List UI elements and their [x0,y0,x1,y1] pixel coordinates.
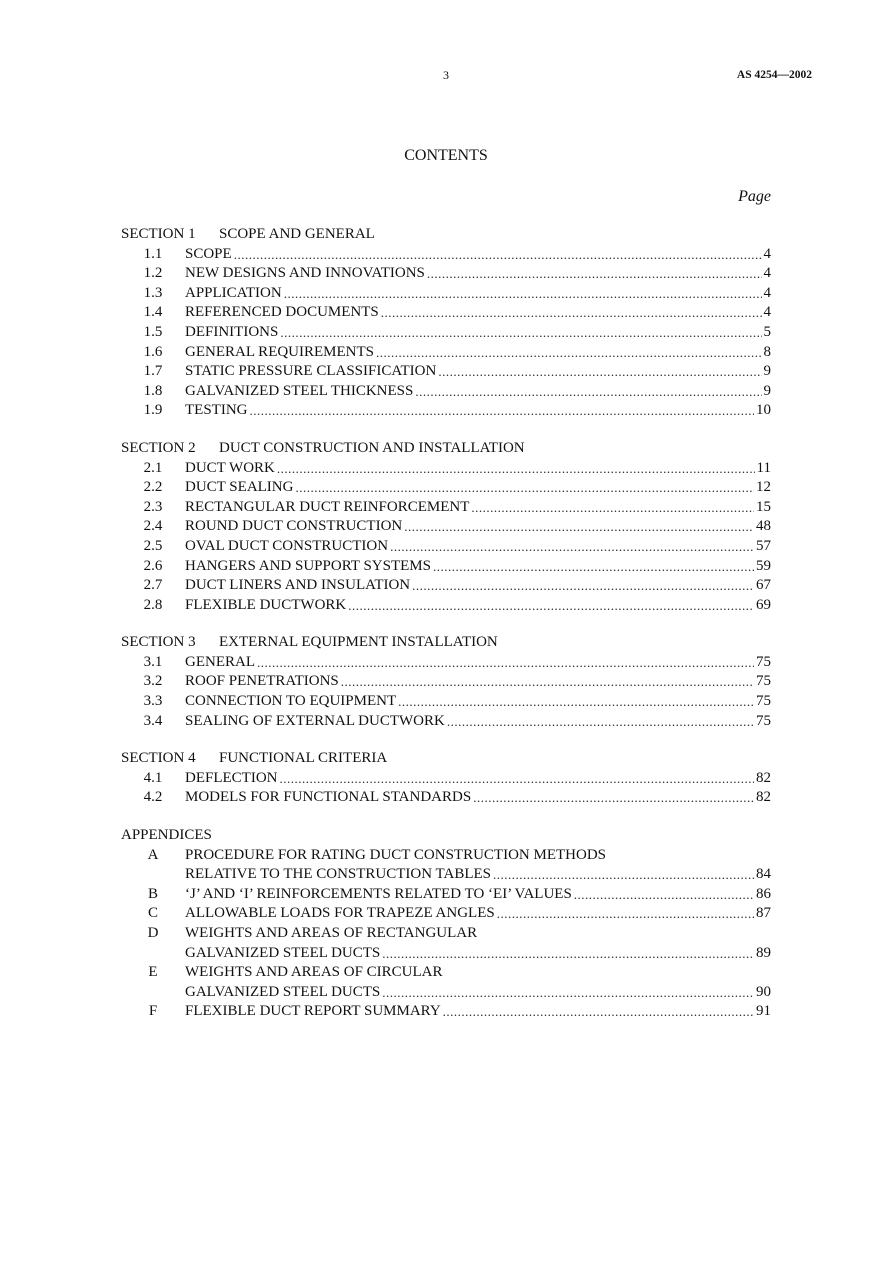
entry-number: 1.1 [143,245,163,262]
entry-title: DEFLECTION [185,769,278,786]
toc-entry[interactable] [121,459,771,479]
dot-leader [471,498,754,518]
dot-leader [382,983,754,1003]
entry-page: 4 [763,304,771,321]
toc-section-3 [121,633,771,731]
entry-title: NEW DESIGNS AND INNOVATIONS [185,265,425,282]
dot-leader [447,712,754,732]
appendix-entry-d-line2[interactable] [121,944,771,964]
dot-leader [443,1002,754,1022]
entry-title: ROOF PENETRATIONS [185,673,339,690]
entry-page: 75 [756,693,771,710]
entry-page: 57 [756,537,771,554]
entry-number: D [147,925,159,941]
entry-number: 1.9 [143,402,163,419]
entry-number: 1.6 [143,343,163,360]
section-heading [121,225,771,245]
entry-number: F [148,1003,158,1020]
entry-number: 1.3 [143,284,163,301]
toc-entry[interactable] [121,303,771,323]
section-heading [121,439,771,459]
entry-title: TESTING [185,402,248,419]
entry-page: 9 [763,363,771,380]
toc-entry[interactable] [121,284,771,304]
standard-number: AS 4254—2002 [736,69,812,81]
entry-number: 1.5 [143,323,163,340]
section-heading-number: SECTION 2 [121,439,196,456]
toc-entry[interactable] [121,596,771,616]
toc-entry[interactable] [121,576,771,596]
entry-number: 1.8 [143,382,163,399]
appendix-entry-c[interactable] [121,904,771,924]
entry-page: 4 [763,284,771,301]
entry-title: REFERENCED DOCUMENTS [185,304,379,321]
toc-entry[interactable] [121,382,771,402]
appendices-heading: APPENDICES [121,827,212,844]
toc-entry[interactable] [121,672,771,692]
entry-page: 69 [756,596,771,613]
toc-entry[interactable] [121,362,771,382]
section-heading-title: SCOPE AND GENERAL [219,226,375,242]
toc-entry[interactable] [121,788,771,808]
dot-leader [493,865,754,885]
toc-entry[interactable] [121,653,771,673]
dot-leader [398,692,754,712]
entry-number: 2.2 [143,479,163,496]
entry-number: 1.4 [143,304,163,321]
appendix-entry-f[interactable] [121,1002,771,1022]
entry-title: OVAL DUCT CONSTRUCTION [185,537,389,554]
dot-leader [381,303,762,323]
entry-title: DUCT LINERS AND INSULATION [185,577,411,594]
entry-title: DEFINITIONS [185,323,279,340]
dot-leader [382,944,754,964]
entry-page: 48 [756,518,771,535]
entry-page: 9 [763,382,771,399]
entry-title: MODELS FOR FUNCTIONAL STANDARDS [185,789,472,806]
appendix-entry-a-line2[interactable] [121,865,771,885]
entry-title: STATIC PRESSURE CLASSIFICATION [185,363,437,380]
toc-entry[interactable] [121,517,771,537]
appendix-entry-e-line1[interactable] [121,963,771,983]
entry-title: GENERAL REQUIREMENTS [185,343,375,360]
section-heading-number: SECTION 1 [121,226,196,242]
section-heading-number: SECTION 3 [121,634,196,651]
entry-number: 4.2 [143,789,163,806]
toc-entry[interactable] [121,557,771,577]
toc-section-4 [121,749,771,808]
entry-title: PROCEDURE FOR RATING DUCT CONSTRUCTION METHODS [185,846,607,863]
dot-leader [412,576,754,596]
entry-title: FLEXIBLE DUCT REPORT SUMMARY [185,1003,441,1020]
entry-number: 2.6 [143,557,163,574]
entry-page: 5 [763,323,771,340]
contents-title: CONTENTS [404,147,488,164]
entry-page: 89 [756,944,771,961]
toc-entry[interactable] [121,712,771,732]
entry-title: ‘J’ AND ‘I’ REINFORCEMENTS RELATED TO ‘EI’ VALUES [185,885,572,902]
entry-page: 75 [756,712,771,729]
dot-leader [280,323,761,343]
entry-title: SCOPE [185,245,232,262]
entry-title: CONNECTION TO EQUIPMENT [185,693,397,710]
entry-number: A [147,846,159,863]
entry-number: 3.1 [143,653,163,670]
entry-title: HANGERS AND SUPPORT SYSTEMS [185,557,431,574]
entry-number: 2.4 [143,518,163,535]
entry-page: 75 [756,673,771,690]
toc-entry[interactable] [121,264,771,284]
entry-page: 91 [756,1003,771,1020]
entry-page: 8 [763,343,771,360]
toc-entry[interactable] [121,323,771,343]
entry-title-continued: GALVANIZED STEEL DUCTS [185,983,381,1000]
entry-title-continued: RELATIVE TO THE CONSTRUCTION TABLES [185,866,492,883]
appendix-entry-a-line1[interactable] [121,846,771,866]
dot-leader [284,284,762,304]
dot-leader [250,401,755,421]
section-heading-title: EXTERNAL EQUIPMENT INSTALLATION [219,634,498,651]
entry-number: 4.1 [143,769,163,786]
entry-number: 2.7 [143,577,163,594]
entry-page: 4 [763,265,771,282]
entry-number: 2.5 [143,537,163,554]
dot-leader [574,885,754,905]
entry-number: 3.2 [143,673,163,690]
entry-title: ALLOWABLE LOADS FOR TRAPEZE ANGLES [185,905,495,922]
dot-leader [427,264,762,284]
table-of-contents [121,225,771,1040]
dot-leader [438,362,761,382]
entry-number: 2.3 [143,498,163,515]
toc-entry[interactable] [121,478,771,498]
entry-title: FLEXIBLE DUCTWORK [185,596,347,613]
section-heading-number: SECTION 4 [121,750,196,767]
toc-entry[interactable] [121,245,771,265]
toc-section-2 [121,439,771,615]
entry-number: 3.3 [143,693,163,710]
dot-leader [234,245,762,265]
entry-number: E [148,964,158,981]
dot-leader [404,517,754,537]
entry-page: 67 [756,577,771,594]
appendix-entry-b[interactable] [121,885,771,905]
entry-title: WEIGHTS AND AREAS OF RECTANGULAR [185,925,478,941]
dot-leader [415,382,761,402]
entry-page: 59 [756,557,771,574]
entry-title: ROUND DUCT CONSTRUCTION [185,518,403,535]
entry-number: C [147,905,158,922]
entry-page: 86 [756,885,771,902]
entry-number: 2.8 [143,596,163,613]
toc-entry[interactable] [121,401,771,421]
toc-entry[interactable] [121,769,771,789]
entry-page: 75 [756,653,771,670]
toc-section-1 [121,225,771,421]
entry-page: 15 [756,498,771,515]
entry-page: 84 [756,866,771,883]
toc-entry[interactable] [121,343,771,363]
entry-page: 90 [756,983,771,1000]
dot-leader [280,769,755,789]
dot-leader [277,459,755,479]
entry-title: APPLICATION [185,284,282,301]
toc-entry[interactable] [121,498,771,518]
appendix-entry-e-line2[interactable] [121,983,771,1003]
entry-number: 1.2 [143,265,163,282]
section-heading-title: FUNCTIONAL CRITERIA [219,750,388,767]
dot-leader [473,788,754,808]
entry-page: 10 [756,402,771,419]
page-column-label: Page [738,188,771,205]
dot-leader [390,537,754,557]
section-heading [121,633,771,653]
entry-page: 12 [756,479,771,496]
entry-title: DUCT SEALING [185,479,294,496]
entry-title: DUCT WORK [185,459,275,476]
dot-leader [497,904,754,924]
entry-title: RECTANGULAR DUCT REINFORCEMENT [185,498,470,515]
entry-page: 11 [756,459,771,476]
entry-title: SEALING OF EXTERNAL DUCTWORK [185,712,445,729]
page-number: 3 [443,68,449,82]
dot-leader [341,672,754,692]
entry-page: 82 [756,789,771,806]
dot-leader [433,557,754,577]
entry-number: 3.4 [143,712,163,729]
entry-title: GENERAL [185,653,255,670]
dot-leader [257,653,754,673]
section-heading-title: DUCT CONSTRUCTION AND INSTALLATION [219,439,525,456]
dot-leader [348,596,754,616]
toc-appendices [121,826,771,1022]
entry-number: B [147,885,158,902]
entry-page: 4 [763,245,771,262]
toc-entry[interactable] [121,692,771,712]
entry-title-continued: GALVANIZED STEEL DUCTS [185,944,381,961]
entry-number: 2.1 [143,459,163,476]
entry-page: 87 [756,905,771,922]
entry-number: 1.7 [143,363,163,380]
dot-leader [295,478,754,498]
section-heading [121,749,771,769]
entry-title: GALVANIZED STEEL THICKNESS [185,382,414,399]
toc-entry[interactable] [121,537,771,557]
appendix-entry-d-line1[interactable] [121,924,771,944]
dot-leader [376,343,761,363]
entry-title: WEIGHTS AND AREAS OF CIRCULAR [185,964,443,981]
entry-page: 82 [756,769,771,786]
